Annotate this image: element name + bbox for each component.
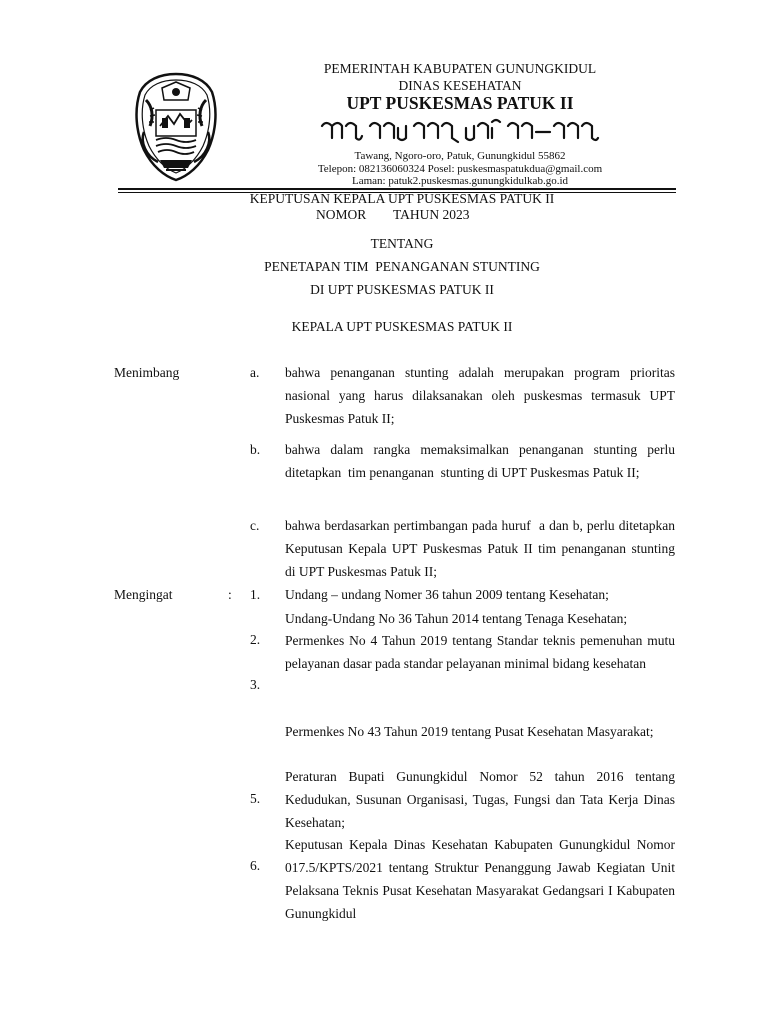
- menimbang-marker-a: a.: [250, 365, 260, 380]
- mengingat-number-3: 3.: [250, 677, 261, 692]
- mengingat-text-6: Keputusan Kepala Dinas Kesehatan Kabupaten Gunungkidul Nomor 017.5/KPTS/2021 tentang Struktur Penanggung Jawab Kegiatan Unit Pelaksana Teknis Pusat Kesehatan Masyarakat Gedangsari I Kabupaten Gunungkidul: [285, 837, 675, 921]
- decree-title: KEPUTUSAN KEPALA UPT PUSKESMAS PATUK II: [249, 191, 555, 206]
- mengingat-text-1: Undang – undang Nomer 36 tahun 2009 tentang Kesehatan;: [285, 587, 609, 602]
- menimbang-item-c: bahwa berdasarkan pertimbangan pada huruf a dan b, perlu ditetapkan Keputusan Kepala UPT Puskesmas Patuk II tim penanganan stunting di UPT Puskesmas Patuk II;: [285, 518, 682, 579]
- header-government: PEMERINTAH KABUPATEN GUNUNGKIDUL: [323, 61, 597, 76]
- decree-number: NOMOR TAHUN 2023: [316, 207, 470, 222]
- mengingat-number-1: 1.: [250, 587, 261, 602]
- header-website: Laman: patuk2.puskesmas.gunungkidulkab.go.id: [352, 175, 568, 187]
- header-institution-title: UPT PUSKESMAS PATUK II: [346, 93, 574, 113]
- header-contact: Telepon: 082136060324 Posel: puskesmaspatukdua@gmail.com: [317, 163, 603, 175]
- header-address: Tawang, Ngoro-oro, Patuk, Gunungkidul 55862: [354, 150, 566, 162]
- mengingat-number-6: 6.: [250, 858, 261, 873]
- header-divider-thick: [118, 188, 676, 190]
- regency-emblem-logo: [132, 70, 220, 182]
- menimbang-item-a: bahwa penanganan stunting adalah merupakan program prioritas nasional yang harus dilaksanakan oleh puskesmas termasuk UPT Puskesmas Patuk II;: [285, 365, 679, 426]
- menimbang-marker-c: c.: [250, 518, 260, 533]
- decree-subject-line2: DI UPT PUSKESMAS PATUK II: [310, 282, 494, 297]
- mengingat-text-4: Permenkes No 43 Tahun 2019 tentang Pusat Kesehatan Masyarakat;: [285, 724, 654, 739]
- javanese-script-title: [318, 116, 602, 146]
- mengingat-number-5: 5.: [250, 791, 261, 806]
- mengingat-text-5: Peraturan Bupati Gunungkidul Nomor 52 tahun 2016 tentang Kedudukan, Susunan Organisasi, Tugas, Fungsi dan Tata Kerja Dinas Kesehatan;: [285, 769, 675, 830]
- section-label-mengingat: Mengingat: [114, 587, 173, 602]
- decree-subject-line1: PENETAPAN TIM PENANGANAN STUNTING: [264, 259, 540, 274]
- mengingat-text-2: Undang-Undang No 36 Tahun 2014 tentang Tenaga Kesehatan;: [285, 611, 628, 626]
- decree-about: TENTANG: [370, 236, 434, 251]
- menimbang-item-b: bahwa dalam rangka memaksimalkan penanganan stunting perlu ditetapkan tim penanganan stunting di UPT Puskesmas Patuk II;: [285, 442, 679, 480]
- mengingat-text-3: Permenkes No 4 Tahun 2019 tentang Standar teknis pemenuhan mutu pelayanan dasar pada standar pelayanan minimal bidang kesehatan: [285, 633, 675, 671]
- mengingat-colon: :: [228, 587, 232, 602]
- decree-head: KEPALA UPT PUSKESMAS PATUK II: [291, 319, 513, 334]
- section-label-menimbang: Menimbang: [114, 365, 180, 380]
- mengingat-number-2: 2.: [250, 632, 261, 647]
- menimbang-marker-b: b.: [250, 442, 261, 457]
- header-department: DINAS KESEHATAN: [398, 78, 522, 93]
